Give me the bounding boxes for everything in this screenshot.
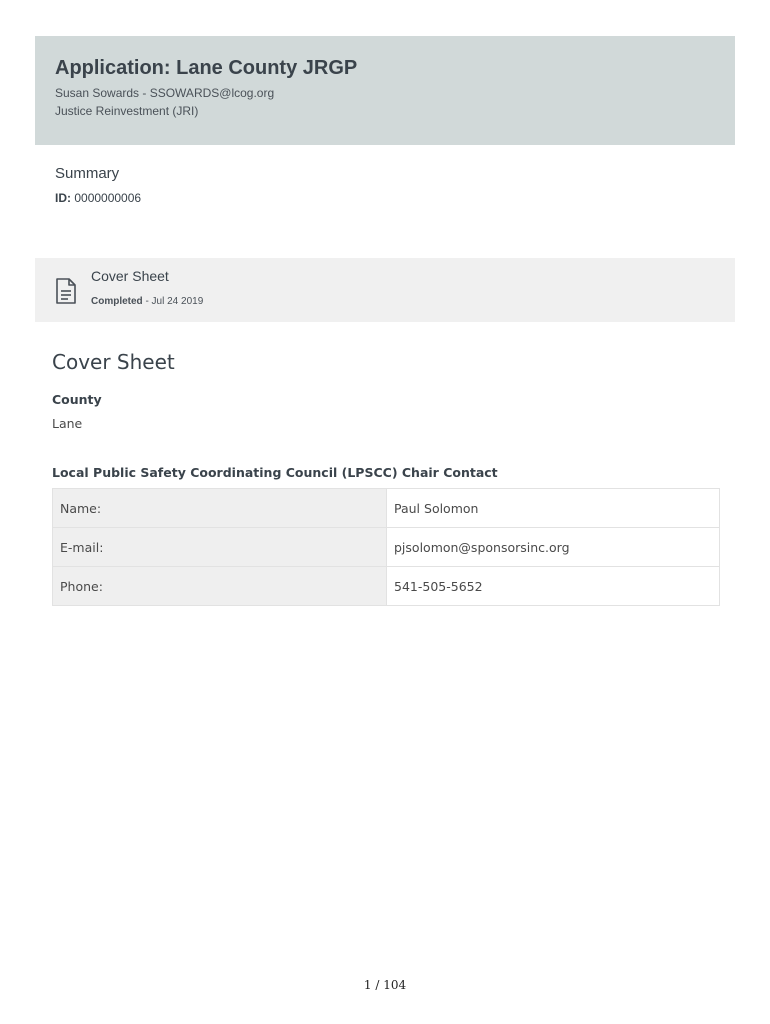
contact-key: Name: <box>53 489 387 528</box>
section-status <box>91 296 203 307</box>
application-header <box>35 36 735 145</box>
applicant-contact: Susan Sowards - SSOWARDS@lcog.org <box>55 86 275 100</box>
table-row <box>53 489 720 528</box>
county-value: Lane <box>52 416 83 431</box>
status-label: Completed <box>91 296 143 307</box>
contact-value: Paul Solomon <box>387 489 720 528</box>
section-name: Cover Sheet <box>91 268 169 284</box>
contact-table <box>52 488 720 606</box>
application-title: Application: Lane County JRGP <box>55 57 358 79</box>
county-label: County <box>52 392 102 407</box>
program-name: Justice Reinvestment (JRI) <box>55 104 199 118</box>
status-date: - Jul 24 2019 <box>145 296 204 307</box>
contact-table-label: Local Public Safety Coordinating Council (LPSCC) Chair Contact <box>52 465 498 480</box>
contact-key: Phone: <box>53 567 387 606</box>
summary-title: Summary <box>55 165 120 182</box>
document-icon <box>55 278 77 304</box>
contact-value: pjsolomon@sponsorsinc.org <box>387 528 720 567</box>
contact-value: 541-505-5652 <box>387 567 720 606</box>
id-label: ID: <box>55 191 71 205</box>
table-row <box>53 567 720 606</box>
table-row <box>53 528 720 567</box>
application-id <box>55 191 141 205</box>
cover-sheet-content <box>52 348 720 606</box>
page-number: 1 / 104 <box>363 978 407 992</box>
contact-key: E-mail: <box>53 528 387 567</box>
cover-sheet-heading: Cover Sheet <box>52 350 175 374</box>
id-value: 0000000006 <box>74 191 142 205</box>
summary-section <box>55 164 141 205</box>
section-status-bar <box>35 258 735 322</box>
